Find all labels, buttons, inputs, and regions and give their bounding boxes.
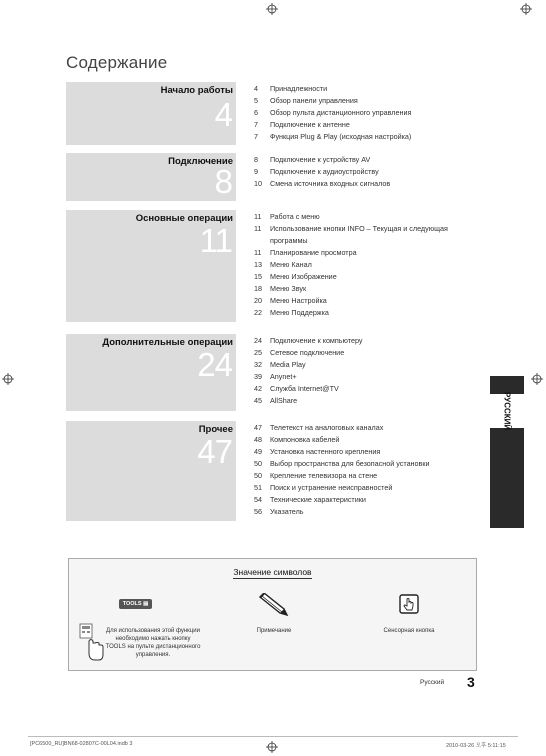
- symbols-legend-box: [68, 558, 477, 671]
- toc-list-basic-operations: [254, 211, 454, 319]
- registration-mark-bottom: [266, 741, 278, 753]
- language-tab-label: РУССКИЙ: [490, 394, 524, 428]
- toc-item[interactable]: 45 AllShare: [254, 396, 298, 405]
- registration-mark-right: [531, 373, 543, 385]
- section-box-connections: [66, 153, 236, 201]
- section-number: 11: [199, 222, 232, 259]
- toc-list-getting-started: [254, 83, 454, 143]
- toc-item[interactable]: 24 Подключение к компьютеру: [254, 336, 363, 345]
- toc-list-advanced-operations: [254, 335, 454, 407]
- toc-item[interactable]: 6 Обзор пульта дистанционного управления: [254, 108, 412, 117]
- toc-item[interactable]: 4 Принадлежности: [254, 84, 328, 93]
- toc-item[interactable]: 22 Меню Поддержка: [254, 308, 329, 317]
- toc-item[interactable]: 8 Подключение к устройству AV: [254, 155, 371, 164]
- toc-item[interactable]: 48 Компоновка кабелей: [254, 435, 340, 444]
- toc-item[interactable]: 7 Подключение к антенне: [254, 120, 350, 129]
- section-name: Дополнительные операции: [102, 337, 233, 348]
- print-slug-divider: [28, 736, 518, 737]
- toc-item-continuation: программы: [270, 236, 308, 245]
- toc-item[interactable]: 13 Меню Канал: [254, 260, 312, 269]
- registration-mark-top: [266, 3, 278, 15]
- toc-item[interactable]: 11 Использование кнопки INFO – Текущая и следующая: [254, 224, 448, 233]
- touch-button-icon: [399, 594, 419, 619]
- tools-badge: TOOLS ▤: [119, 599, 152, 609]
- toc-item[interactable]: 42 Служба Internet@TV: [254, 384, 339, 393]
- note-caption: Примечание: [256, 628, 292, 634]
- toc-item[interactable]: 20 Меню Настройка: [254, 296, 327, 305]
- toc-item[interactable]: 5 Обзор панели управления: [254, 96, 358, 105]
- toc-item[interactable]: 9 Подключение к аудиоустройству: [254, 167, 379, 176]
- toc-list-other: [254, 422, 454, 518]
- toc-item[interactable]: 39 Anynet+: [254, 372, 297, 381]
- section-number: 47: [197, 433, 232, 470]
- touch-button-caption: Сенсорная кнопка: [383, 628, 435, 634]
- section-name: Подключение: [168, 156, 233, 167]
- language-side-tab: [490, 376, 524, 528]
- note-pencil-icon: [257, 593, 291, 624]
- section-name: Начало работы: [160, 85, 233, 96]
- toc-item[interactable]: 50 Крепление телевизора на стене: [254, 471, 378, 480]
- section-number: 4: [214, 96, 232, 133]
- section-box-advanced-operations: [66, 334, 236, 411]
- print-slug-timestamp: 2010-03-26 오후 5:11:15: [446, 743, 506, 749]
- section-name: Прочее: [198, 424, 233, 435]
- footer-page-number: 3: [467, 674, 475, 690]
- page-title: Содержание: [66, 53, 168, 72]
- tools-caption: Для использования этой функции необходимо нажать кнопку TOOLS на пульте дистанционного управления.: [105, 628, 201, 658]
- registration-mark-left: [2, 373, 14, 385]
- symbols-title: Значение символов: [233, 567, 312, 577]
- toc-item[interactable]: 7 Функция Plug & Play (исходная настройка): [254, 132, 412, 141]
- toc-item[interactable]: 49 Установка настенного крепления: [254, 447, 381, 456]
- section-box-other: [66, 421, 236, 521]
- toc-item[interactable]: 54 Технические характеристики: [254, 495, 366, 504]
- toc-item[interactable]: 56 Указатель: [254, 507, 304, 516]
- toc-item[interactable]: 47 Телетекст на аналоговых каналах: [254, 423, 384, 432]
- toc-item[interactable]: 15 Меню Изображение: [254, 272, 337, 281]
- section-box-getting-started: [66, 82, 236, 145]
- section-box-basic-operations: [66, 210, 236, 322]
- toc-list-connections: [254, 154, 454, 190]
- toc-item[interactable]: 11 Планирование просмотра: [254, 248, 357, 257]
- section-number: 24: [197, 346, 232, 383]
- toc-item[interactable]: 11 Работа с меню: [254, 212, 320, 221]
- section-number: 8: [214, 163, 232, 200]
- section-name: Основные операции: [135, 213, 233, 224]
- toc-item[interactable]: 25 Сетевое подключение: [254, 348, 345, 357]
- color-bar-mark: [520, 3, 532, 15]
- toc-item[interactable]: 51 Поиск и устранение неисправностей: [254, 483, 393, 492]
- toc-item[interactable]: 18 Меню Звук: [254, 284, 307, 293]
- print-slug-file: [PC6500_RU]BN68-02807C-00L04.indb 3: [30, 741, 133, 747]
- toc-item[interactable]: 10 Смена источника входных сигналов: [254, 179, 391, 188]
- toc-item[interactable]: 50 Выбор пространства для безопасной установки: [254, 459, 430, 468]
- toc-item[interactable]: 32 Media Play: [254, 360, 306, 369]
- footer-language: Русский: [420, 679, 445, 686]
